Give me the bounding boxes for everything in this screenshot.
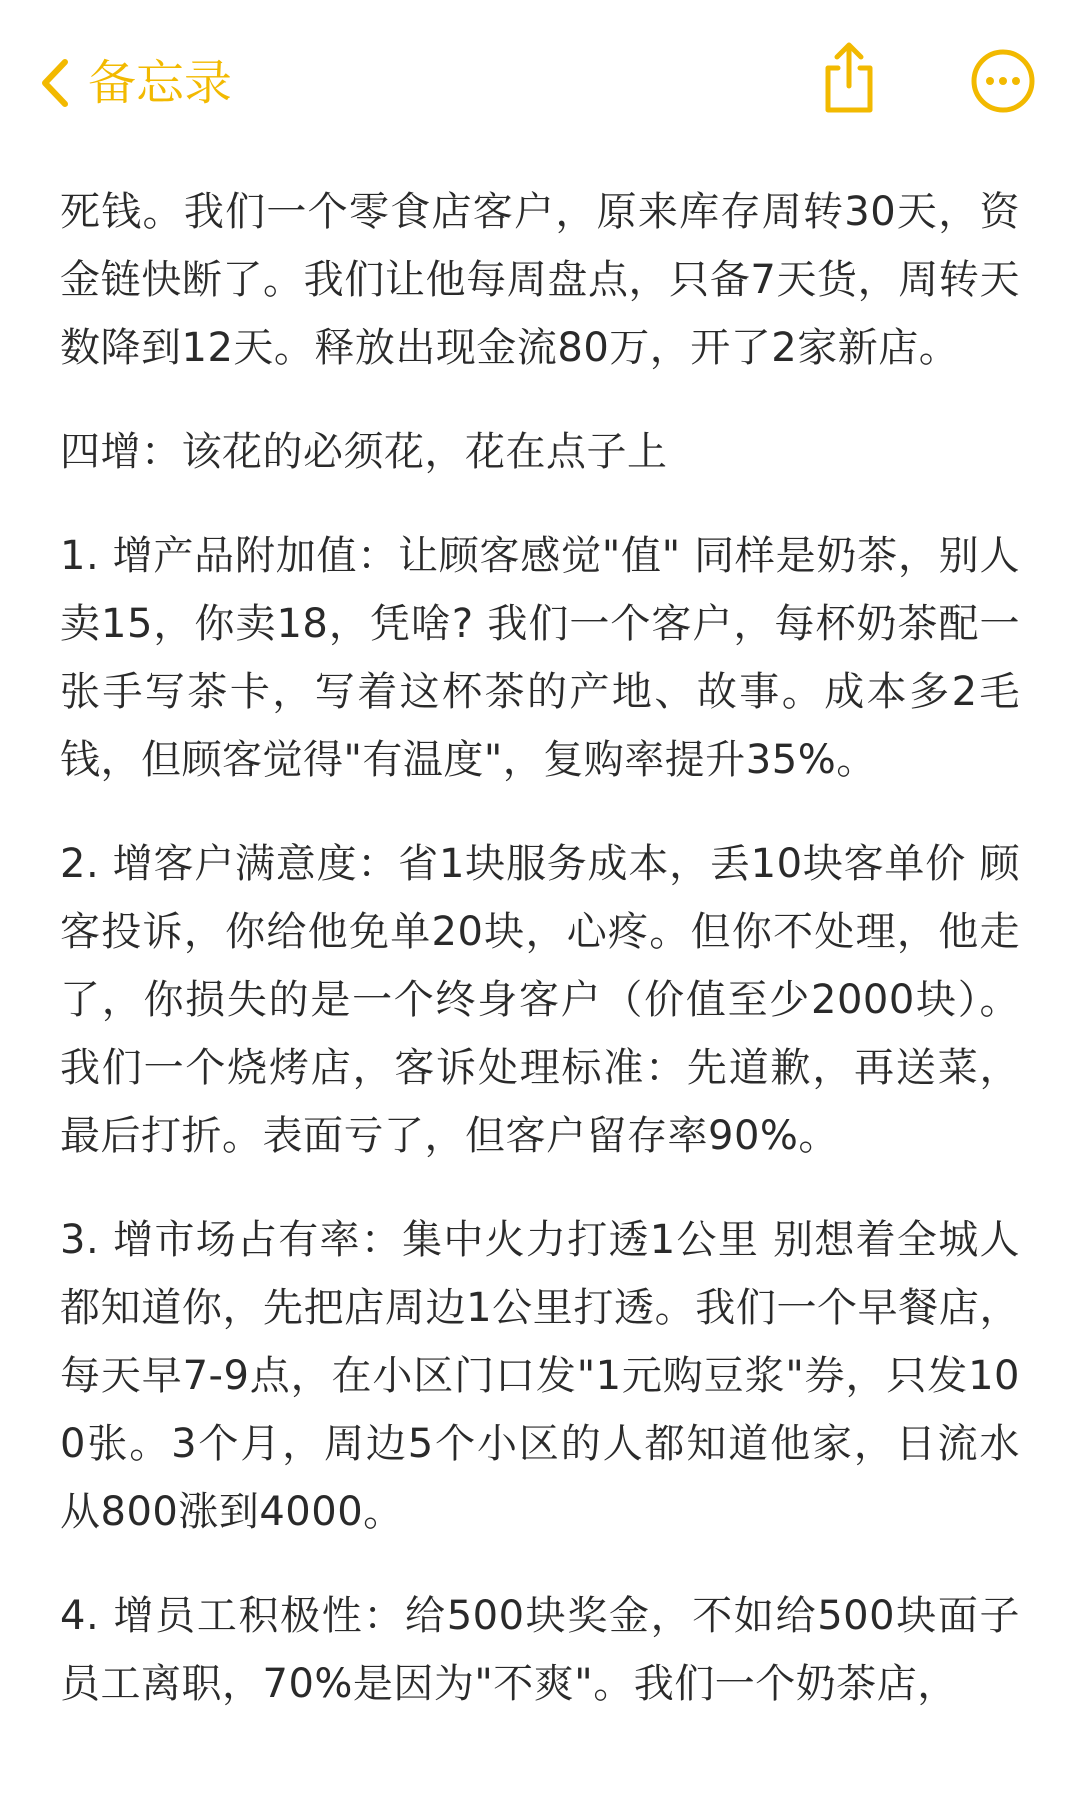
more-button[interactable] [970, 48, 1036, 114]
note-paragraph: 1. 增产品附加值：让顾客感觉"值" 同样是奶茶，别人卖15，你卖18，凭啥? 我们一个客户，每杯奶茶配一张手写茶卡，写着这杯茶的产地、故事。成本多2毛钱，但顾客觉得"有温度"，复购率提升35%。 [60, 533, 1020, 783]
back-button[interactable] [40, 48, 232, 118]
back-label: 备忘录 [88, 55, 233, 111]
note-paragraph: 2. 增客户满意度：省1块服务成本，丢10块客单价 顾客投诉，你给他免单20块，心疼。但你不处理，他走了，你损失的是一个终身客户（价值至少2000块）。我们一个烧烤店，客诉处理标准：先道歉，再送菜，最后打折。表面亏了，但客户留存率90%。 [60, 841, 1020, 1159]
share-button[interactable] [818, 40, 880, 116]
note-paragraph: 4. 增员工积极性：给500块奖金，不如给500块面子 员工离职，70%是因为"不爽"。我们一个奶茶店， [60, 1593, 1020, 1707]
note-heading: 四增：该花的必须花，花在点子上 [60, 429, 668, 475]
navigation-bar [0, 0, 1080, 170]
chevron-left-icon [40, 58, 70, 108]
note-body[interactable] [60, 178, 1020, 1754]
note-paragraph: 死钱。我们一个零食店客户，原来库存周转30天，资金链快断了。我们让他每周盘点，只备7天货，周转天数降到12天。释放出现金流80万，开了2家新店。 [60, 189, 1020, 371]
ellipsis-circle-icon [970, 48, 1036, 114]
share-icon [818, 40, 880, 116]
note-paragraph: 3. 增市场占有率：集中火力打透1公里 别想着全城人都知道你，先把店周边1公里打透。我们一个早餐店，每天早7-9点，在小区门口发"1元购豆浆"券，只发100张。3个月，周边5个小区的人都知道他家，日流水从800涨到4000。 [60, 1217, 1020, 1535]
